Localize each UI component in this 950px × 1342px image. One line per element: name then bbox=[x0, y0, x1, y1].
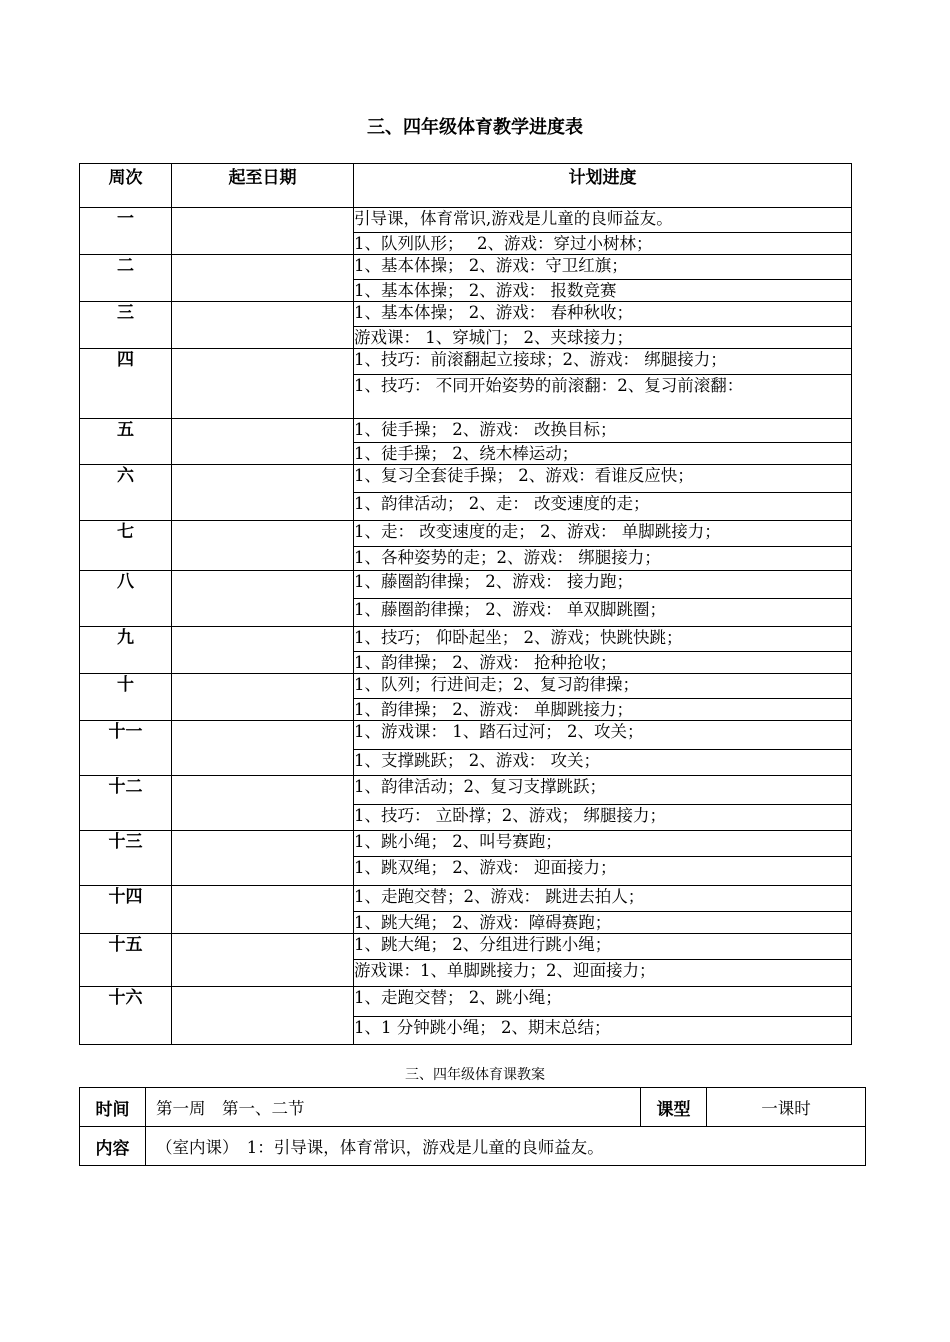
schedule-row bbox=[80, 465, 852, 493]
schedule-row bbox=[80, 721, 852, 750]
schedule-row bbox=[80, 776, 852, 805]
plan-line: 1、技巧：前滚翻起立接球；2、游戏： 绑腿接力； bbox=[354, 349, 852, 375]
plan-line: 1、藤圈韵律操； 2、游戏： 单双脚跳圈； bbox=[354, 599, 852, 627]
plan-line: 引导课，体育常识,游戏是儿童的良师益友。 bbox=[354, 208, 852, 233]
header-week: 周次 bbox=[80, 164, 172, 208]
lesson-table bbox=[79, 1087, 866, 1166]
week-number: 十 bbox=[80, 674, 172, 721]
schedule-row bbox=[80, 987, 852, 1017]
plan-line: 1、基本体操； 2、游戏： 报数竞赛 bbox=[354, 280, 852, 302]
schedule-row bbox=[80, 419, 852, 443]
week-number: 十二 bbox=[80, 776, 172, 831]
week-number: 六 bbox=[80, 465, 172, 521]
schedule-header-row bbox=[80, 164, 852, 208]
page-title: 三、四年级体育教学进度表 bbox=[367, 117, 583, 138]
date-range bbox=[172, 776, 354, 831]
week-number: 十六 bbox=[80, 987, 172, 1045]
date-range bbox=[172, 302, 354, 349]
plan-line: 1、队列；行进间走；2、复习韵律操； bbox=[354, 674, 852, 699]
plan-line: 1、走： 改变速度的走； 2、游戏： 单脚跳接力； bbox=[354, 521, 852, 547]
date-range bbox=[172, 208, 354, 255]
plan-line: 1、技巧： 不同开始姿势的前滚翻：2、复习前滚翻： bbox=[354, 375, 852, 419]
content-label: 内容 bbox=[80, 1127, 146, 1166]
content-value: （室内课） 1：引导课，体育常识，游戏是儿童的良师益友。 bbox=[146, 1127, 866, 1166]
date-range bbox=[172, 349, 354, 419]
schedule-row bbox=[80, 349, 852, 375]
schedule-row bbox=[80, 831, 852, 857]
schedule-body bbox=[80, 208, 852, 1045]
schedule-row bbox=[80, 255, 852, 280]
plan-line: 1、队列队形； 2、游戏：穿过小树林； bbox=[354, 233, 852, 255]
week-number: 五 bbox=[80, 419, 172, 465]
header-dates: 起至日期 bbox=[172, 164, 354, 208]
schedule-row bbox=[80, 674, 852, 699]
plan-line: 1、跳大绳； 2、分组进行跳小绳； bbox=[354, 934, 852, 960]
schedule-row bbox=[80, 627, 852, 652]
plan-line: 1、跳双绳； 2、游戏： 迎面接力； bbox=[354, 857, 852, 886]
date-range bbox=[172, 255, 354, 302]
plan-line: 游戏课：1、单脚跳接力；2、迎面接力； bbox=[354, 960, 852, 987]
plan-line: 1、韵律活动；2、复习支撑跳跃； bbox=[354, 776, 852, 805]
date-range bbox=[172, 831, 354, 886]
week-number: 七 bbox=[80, 521, 172, 571]
date-range bbox=[172, 571, 354, 627]
schedule-row bbox=[80, 208, 852, 233]
schedule-row bbox=[80, 934, 852, 960]
plan-line: 1、1 分钟跳小绳； 2、期末总结； bbox=[354, 1017, 852, 1045]
time-label: 时间 bbox=[80, 1088, 146, 1127]
date-range bbox=[172, 987, 354, 1045]
plan-line: 1、走跑交替；2、游戏： 跳进去拍人； bbox=[354, 886, 852, 912]
week-number: 十三 bbox=[80, 831, 172, 886]
date-range bbox=[172, 521, 354, 571]
plan-line: 1、各种姿势的走；2、游戏： 绑腿接力； bbox=[354, 547, 852, 571]
week-number: 九 bbox=[80, 627, 172, 674]
lesson-title: 三、四年级体育课教案 bbox=[405, 1067, 545, 1083]
header-plan: 计划进度 bbox=[354, 164, 852, 208]
plan-line: 1、技巧： 立卧撑；2、游戏； 绑腿接力； bbox=[354, 805, 852, 831]
time-value: 第一周 第一、二节 bbox=[146, 1088, 641, 1127]
week-number: 十一 bbox=[80, 721, 172, 776]
date-range bbox=[172, 419, 354, 465]
date-range bbox=[172, 721, 354, 776]
schedule-table bbox=[79, 163, 852, 1045]
plan-line: 1、基本体操； 2、游戏： 春种秋收； bbox=[354, 302, 852, 327]
schedule-row bbox=[80, 571, 852, 599]
date-range bbox=[172, 934, 354, 987]
plan-line: 1、韵律活动； 2、走： 改变速度的走； bbox=[354, 493, 852, 521]
plan-line: 1、游戏课： 1、踏石过河； 2、攻关； bbox=[354, 721, 852, 750]
schedule-row bbox=[80, 302, 852, 327]
lesson-content-row bbox=[80, 1127, 866, 1166]
plan-line: 1、韵律操； 2、游戏： 单脚跳接力； bbox=[354, 699, 852, 721]
plan-line: 1、徒手操； 2、绕木棒运动； bbox=[354, 443, 852, 465]
schedule-row bbox=[80, 521, 852, 547]
week-number: 十四 bbox=[80, 886, 172, 934]
date-range bbox=[172, 886, 354, 934]
week-number: 二 bbox=[80, 255, 172, 302]
plan-line: 1、技巧； 仰卧起坐； 2、游戏；快跳快跳； bbox=[354, 627, 852, 652]
plan-line: 1、徒手操； 2、游戏： 改换目标； bbox=[354, 419, 852, 443]
plan-line: 1、韵律操； 2、游戏： 抢种抢收； bbox=[354, 652, 852, 674]
week-number: 一 bbox=[80, 208, 172, 255]
date-range bbox=[172, 627, 354, 674]
plan-line: 1、跳大绳； 2、游戏：障碍赛跑； bbox=[354, 912, 852, 934]
plan-line: 1、藤圈韵律操； 2、游戏： 接力跑； bbox=[354, 571, 852, 599]
plan-line: 1、跳小绳； 2、叫号赛跑； bbox=[354, 831, 852, 857]
date-range bbox=[172, 465, 354, 521]
type-label: 课型 bbox=[641, 1088, 707, 1127]
lesson-time-row bbox=[80, 1088, 866, 1127]
plan-line: 游戏课： 1、穿城门； 2、夹球接力； bbox=[354, 327, 852, 349]
type-value: 一课时 bbox=[707, 1088, 866, 1127]
week-number: 十五 bbox=[80, 934, 172, 987]
plan-line: 1、复习全套徒手操； 2、游戏：看谁反应快； bbox=[354, 465, 852, 493]
schedule-row bbox=[80, 886, 852, 912]
plan-line: 1、支撑跳跃； 2、游戏： 攻关； bbox=[354, 750, 852, 776]
week-number: 八 bbox=[80, 571, 172, 627]
plan-line: 1、基本体操； 2、游戏：守卫红旗； bbox=[354, 255, 852, 280]
plan-line: 1、走跑交替； 2、跳小绳； bbox=[354, 987, 852, 1017]
week-number: 三 bbox=[80, 302, 172, 349]
week-number: 四 bbox=[80, 349, 172, 419]
date-range bbox=[172, 674, 354, 721]
